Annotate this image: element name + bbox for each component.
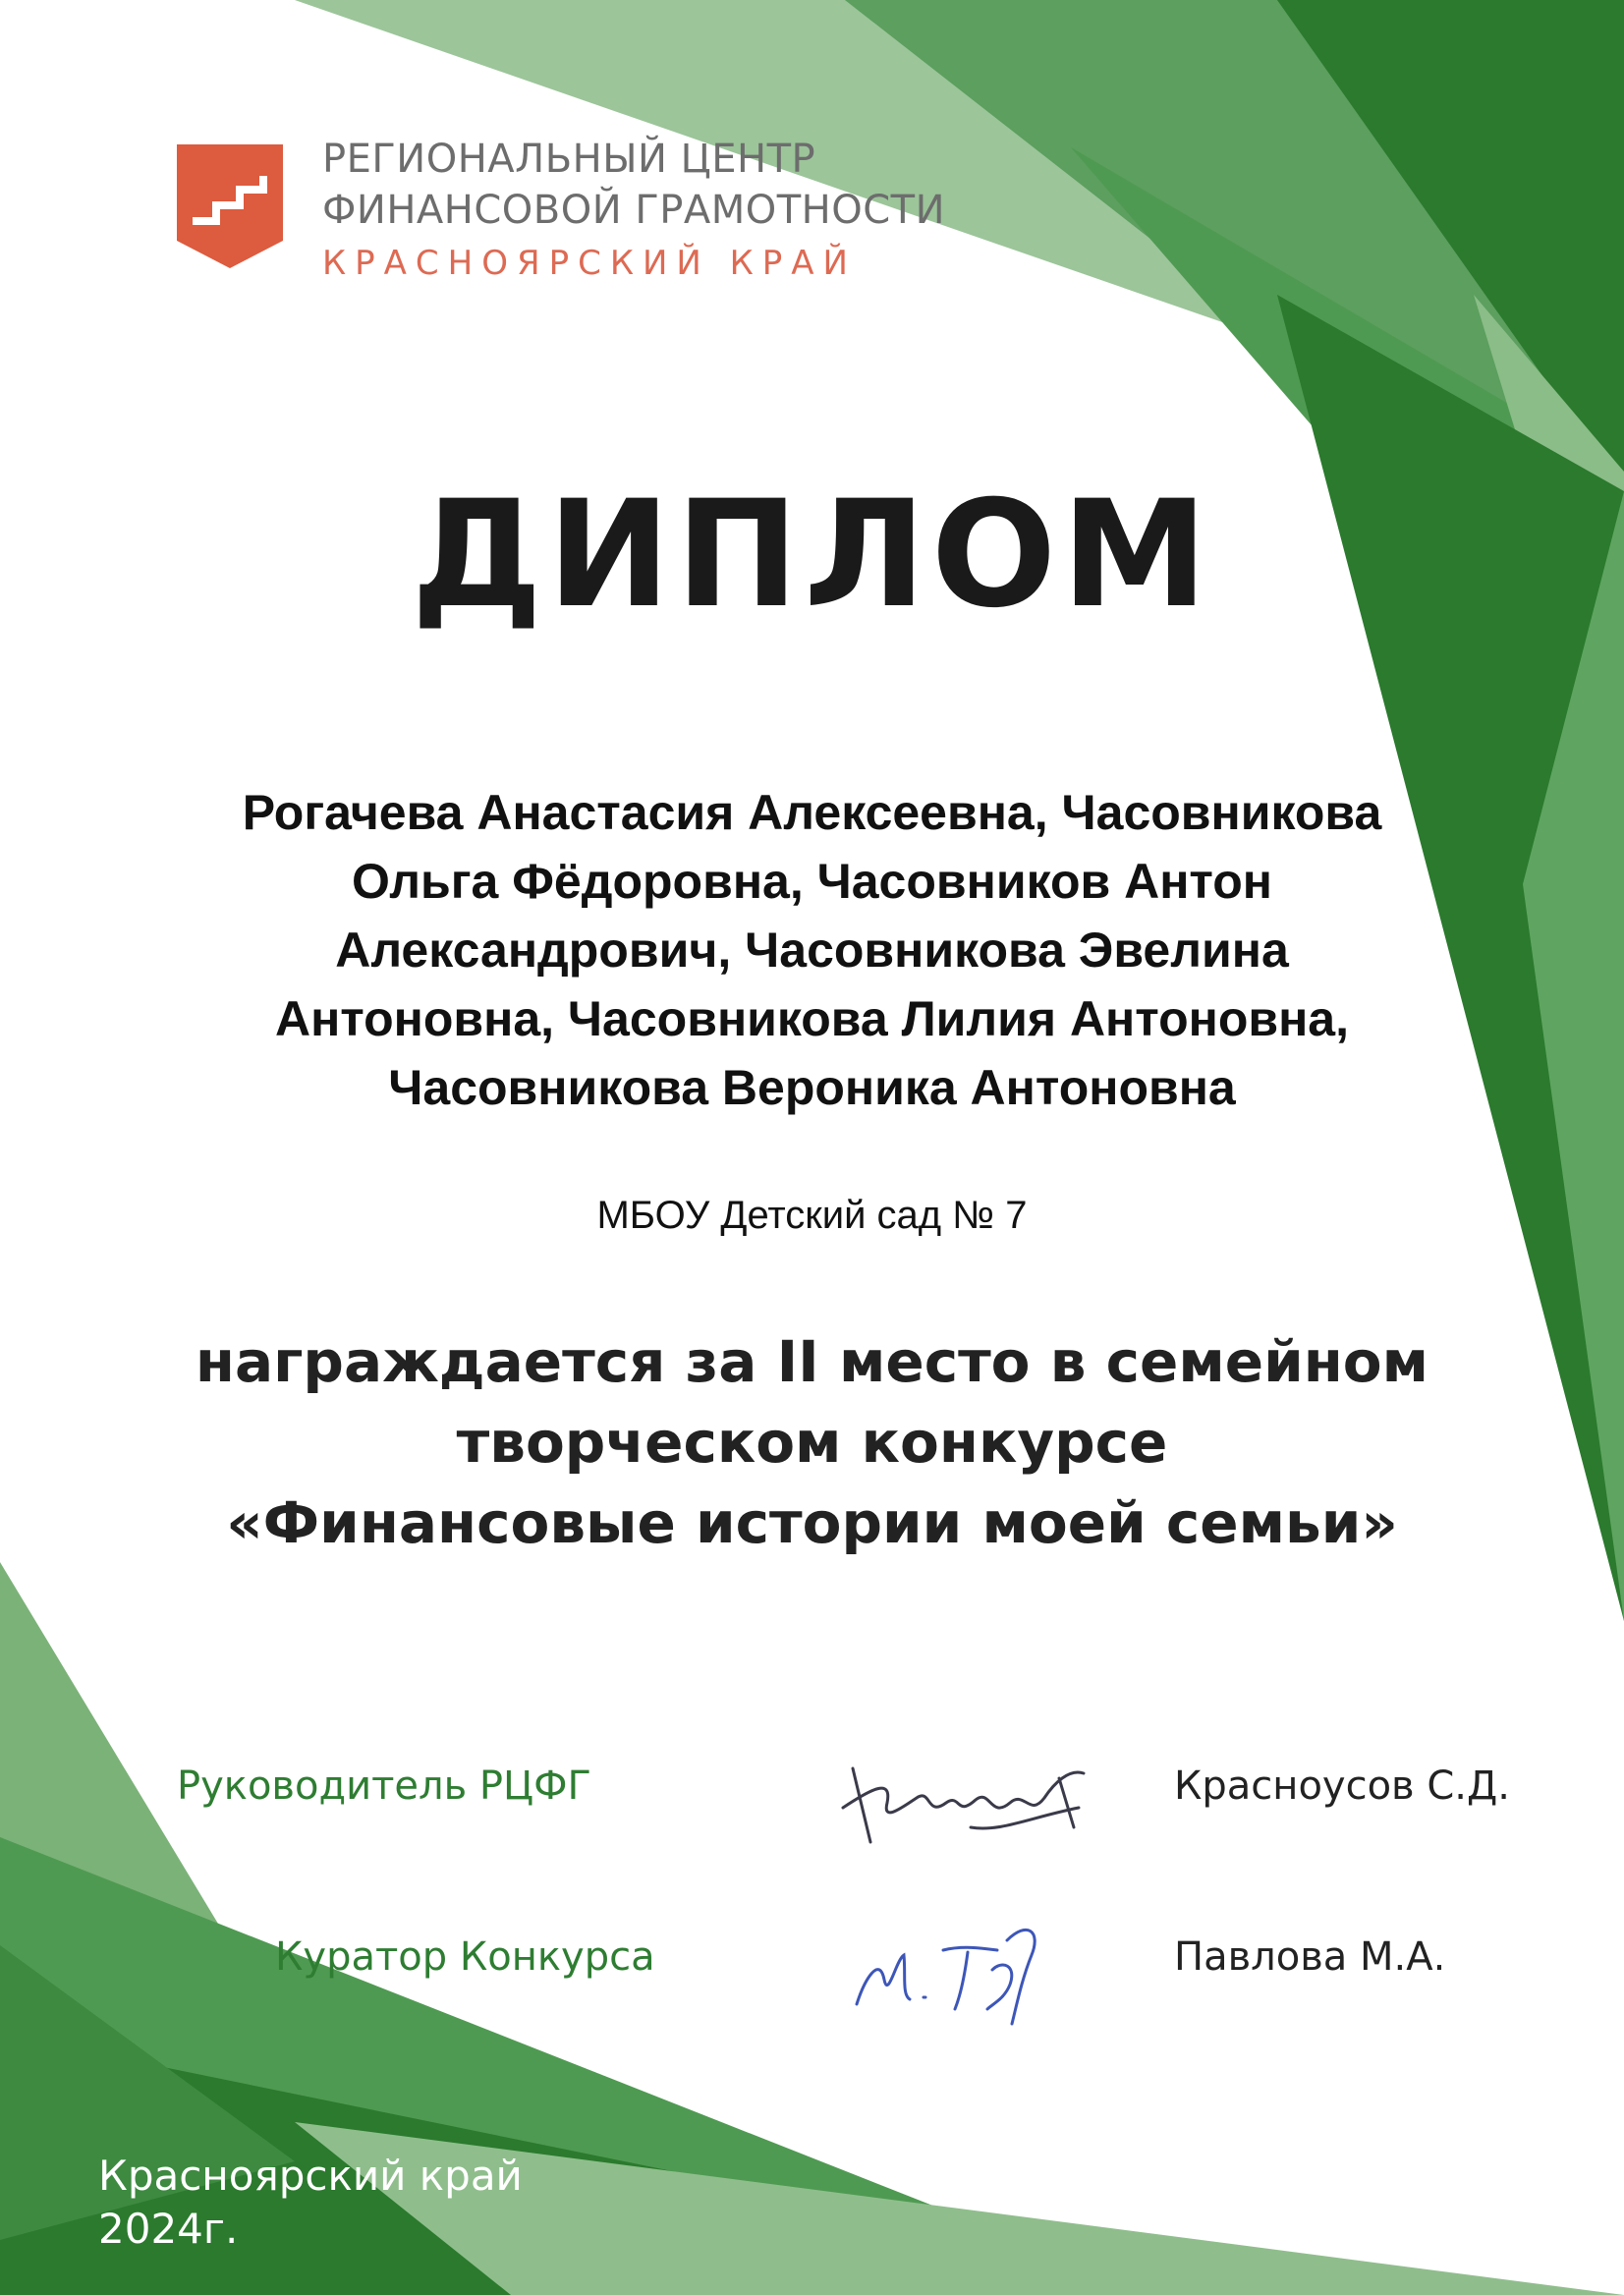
signatory-role-curator: Куратор Конкурса xyxy=(275,1934,655,1980)
signature-stroke xyxy=(857,1930,1035,2024)
award-line: награждается за II место в семейном xyxy=(195,1328,1429,1395)
signatory-role-head: Руководитель РЦФГ xyxy=(177,1763,591,1809)
signature-head xyxy=(833,1749,1098,1867)
award-line: «Финансовые истории моей семьи» xyxy=(226,1489,1398,1556)
institution-name: МБОУ Детский сад № 7 xyxy=(596,1194,1028,1237)
organization-name xyxy=(322,134,945,291)
signatory-name-head: Красноусов С.Д. xyxy=(1174,1763,1510,1809)
recipient-line: Антоновна, Часовникова Лилия Антоновна, xyxy=(274,991,1350,1046)
footer-year: 2024г. xyxy=(98,2205,239,2253)
org-line-2: ФИНАНСОВОЙ ГРАМОТНОСТИ xyxy=(322,188,946,233)
recipient-line: Александрович, Часовникова Эвелина xyxy=(335,923,1289,978)
signatory-name-curator: Павлова М.А. xyxy=(1174,1934,1446,1980)
footer xyxy=(98,2150,523,2256)
recipient-line: Рогачева Анастасия Алексеевна, Часовникова xyxy=(242,785,1382,840)
signature-curator xyxy=(845,1911,1081,2029)
recipient-line: Часовникова Вероника Антоновна xyxy=(388,1060,1236,1115)
diploma-title: ДИПЛОМ xyxy=(411,470,1213,641)
award-line: творческом конкурсе xyxy=(456,1409,1168,1476)
org-line-3: КРАСНОЯРСКИЙ КРАЙ xyxy=(322,244,857,283)
award-text xyxy=(98,1321,1526,1563)
footer-region: Красноярский край xyxy=(98,2152,523,2200)
recipient-line: Ольга Фёдоровна, Часовников Антон xyxy=(351,854,1272,909)
stair-step-shield-icon xyxy=(175,142,285,270)
signature-stroke xyxy=(843,1768,1084,1842)
recipient-names xyxy=(118,778,1506,1122)
org-line-1: РЕГИОНАЛЬНЫЙ ЦЕНТР xyxy=(322,137,816,182)
